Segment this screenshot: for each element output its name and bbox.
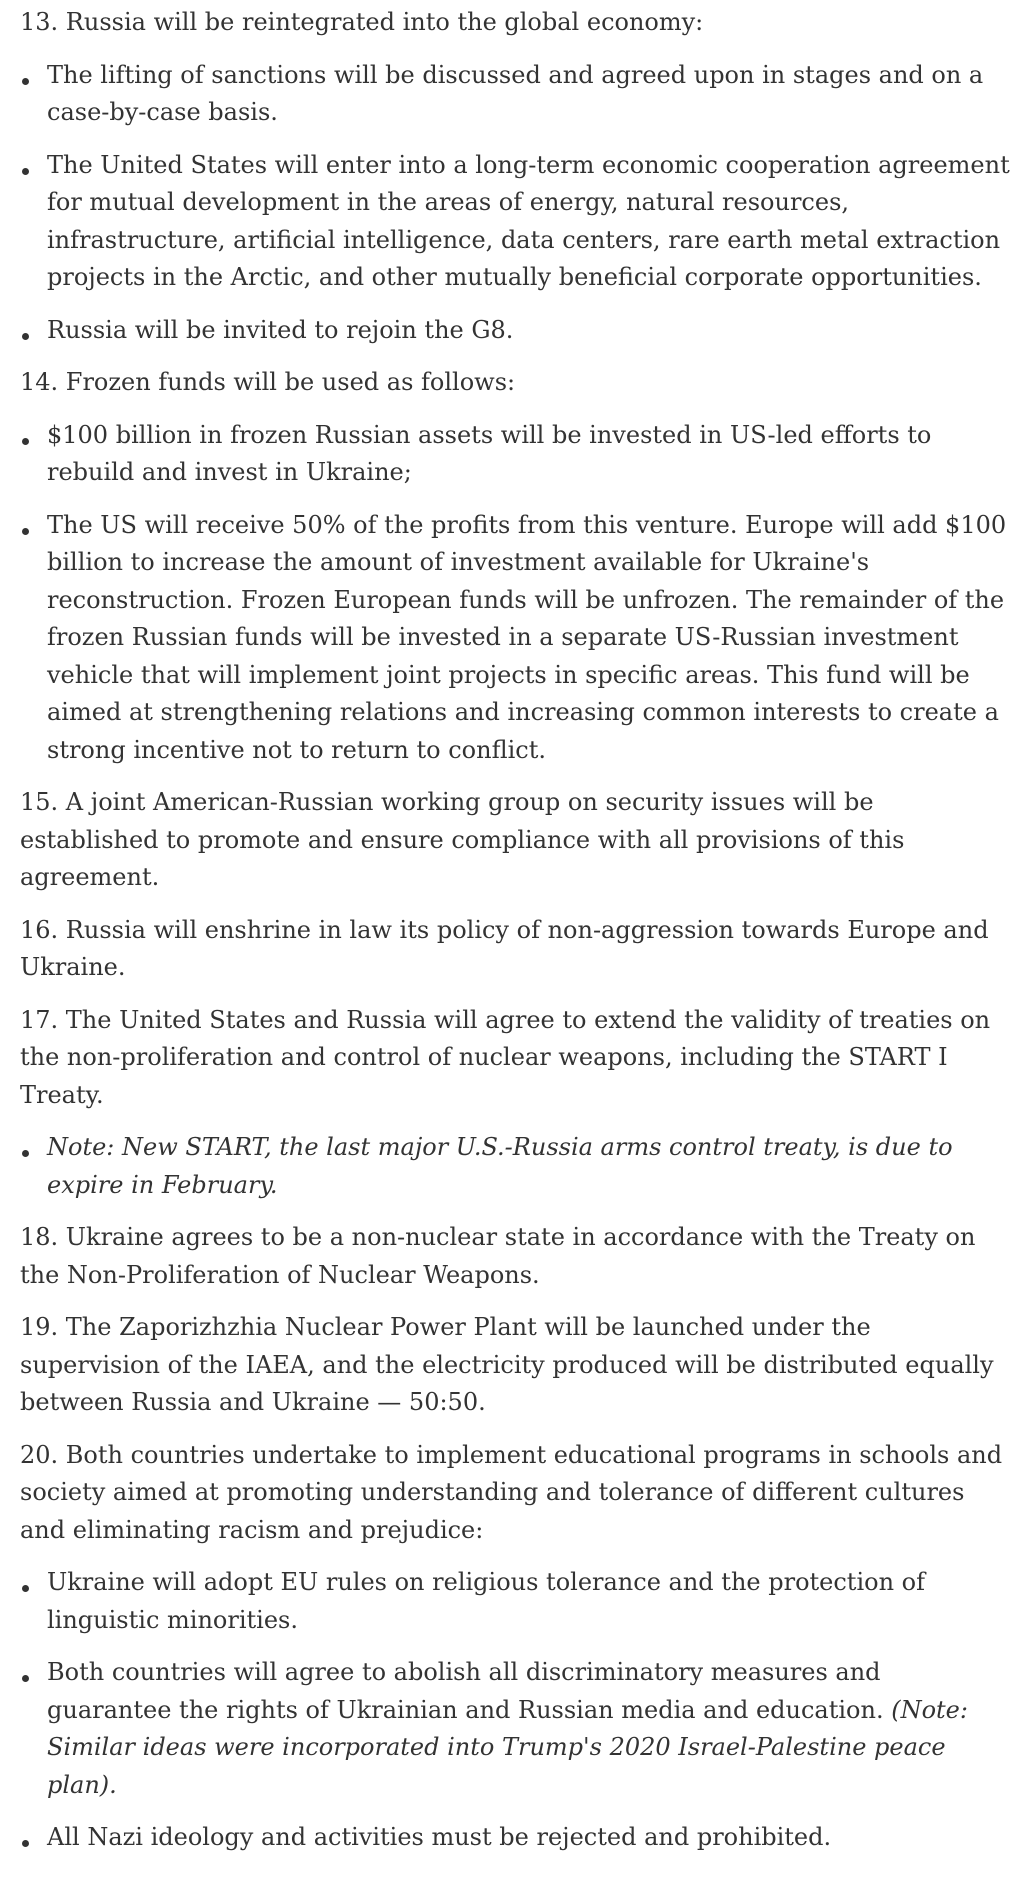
list-item-text: The lifting of sanctions will be discussed and agreed upon in stages and on a case-by-case basis. [47, 60, 984, 126]
list-item [20, 57, 1011, 132]
list-item [20, 312, 1011, 350]
paragraph-14: 14. Frozen funds will be used as follows: [20, 368, 516, 396]
bullet-list-17 [20, 1129, 1011, 1204]
list-item-text: The United States will enter into a long-term economic cooperation agreement for mutual development in the areas of energy, natural resources, infrastructure, artificial intelligence, data centers, rare earth metal extraction projects in the Arctic, and other mutually beneficial corporate opportunities. [47, 150, 1010, 291]
paragraph-20: 20. Both countries undertake to implement educational programs in schools and society aimed at promoting understanding and tolerance of different cultures and eliminating racism and prejudice: [20, 1440, 1003, 1544]
paragraph-13: 13. Russia will be reintegrated into the global economy: [20, 8, 704, 36]
list-item-text: All Nazi ideology and activities must be rejected and prohibited. [47, 1823, 832, 1851]
paragraph-17: 17. The United States and Russia will agree to extend the validity of treaties on the non-proliferation and control of nuclear weapons, including the START I Treaty. [20, 1005, 991, 1109]
list-item-text: Russia will be invited to rejoin the G8. [47, 315, 514, 344]
list-item-text: The US will receive 50% of the profits from this venture. Europe will add $100 billion to increase the amount of investment available for Ukraine's reconstruction. Frozen European funds will be unfrozen. The remainder of the frozen Russian funds will be invested in a separate US-Russian investment vehicle that will implement joint projects in specific areas. This fund will be aimed at strengthening relations and increasing common interests to create a strong incentive not to return to conflict. [47, 510, 1007, 764]
note-text: Note: New START, the last major U.S.-Russia arms control treaty, is due to expire in February. [47, 1133, 953, 1199]
paragraph-15: 15. A joint American-Russian working group on security issues will be established to promote and ensure compliance with all provisions of this agreement. [20, 788, 905, 891]
paragraph-16: 16. Russia will enshrine in law its policy of non-aggression towards Europe and Ukraine. [20, 915, 989, 981]
bullet-list-20 [20, 1564, 1011, 1857]
note-text: (Note: Similar ideas were incorporated into Trump's 2020 Israel-Palestine peace plan). [47, 1695, 968, 1799]
list-item [20, 1654, 1011, 1804]
list-item [20, 1129, 1011, 1204]
list-item [20, 1564, 1011, 1639]
list-item [20, 417, 1011, 492]
list-item [20, 1819, 1011, 1857]
paragraph-19: 19. The Zaporizhzhia Nuclear Power Plant will be launched under the supervision of the IAEA, and the electricity produced will be distributed equally between Russia and Ukraine — 50:50. [20, 1313, 994, 1416]
list-item-text: Both countries will agree to abolish all discriminatory measures and guarantee the rights of Ukrainian and Russian media and education. [47, 1658, 892, 1724]
paragraph-18: 18. Ukraine agrees to be a non-nuclear state in accordance with the Treaty on the Non-Proliferation of Nuclear Weapons. [20, 1223, 976, 1289]
bullet-list-13 [20, 57, 1011, 350]
list-item [20, 147, 1011, 297]
list-item [20, 507, 1011, 770]
bullet-list-14 [20, 417, 1011, 770]
list-item-text: Ukraine will adopt EU rules on religious tolerance and the protection of linguistic minorities. [47, 1568, 925, 1634]
article-body [20, 4, 1011, 1857]
list-item-text: $100 billion in frozen Russian assets will be invested in US-led efforts to rebuild and invest in Ukraine; [47, 420, 932, 486]
